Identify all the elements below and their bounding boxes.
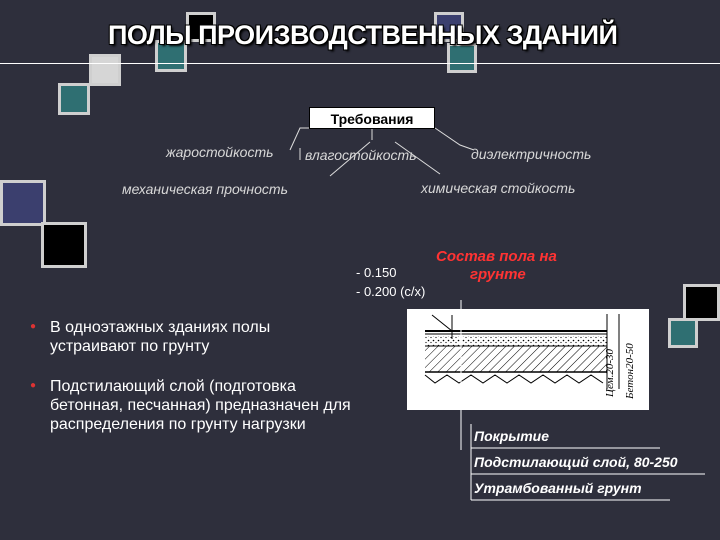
layer-label-sublayer: Подстилающий слой, 80-250 — [474, 454, 678, 470]
requirement-strength: механическая прочность — [122, 181, 288, 197]
bullet-text: В одноэтажных зданиях полы устраивают по грунту — [50, 319, 271, 355]
requirement-dielectric: диэлектричность — [471, 146, 592, 162]
page-title: ПОЛЫ ПРОИЗВОДСТВЕННЫХ ЗДАНИЙ — [108, 20, 618, 50]
layer-label-ground: Утрамбованный грунт — [474, 480, 642, 496]
level-mark-1: - 0.150 — [356, 265, 397, 280]
composition-title-2: грунте — [470, 266, 526, 283]
requirement-heat: жаростойкость — [166, 144, 274, 160]
level-mark-2: - 0.200 (с/х) — [356, 284, 426, 299]
requirements-heading: Требования — [309, 107, 435, 129]
composition-title-1: Состав пола на — [436, 248, 557, 265]
bullet-marker: ● — [30, 380, 37, 391]
drawing-label-top: Цем.20-30 — [604, 349, 616, 397]
bullet-text: Подстилающий слой (подготовка бетонная, песчанная) предназначен для распределения по грунту нагрузки — [50, 378, 351, 433]
drawing-label-bottom: Бетон20-50 — [624, 343, 636, 399]
layer-label-coating: Покрытие — [474, 428, 550, 444]
requirement-moisture: влагостойкость — [305, 147, 417, 163]
requirement-chemical: химическая стойкость — [421, 180, 576, 196]
bullet-marker: ● — [30, 321, 37, 332]
